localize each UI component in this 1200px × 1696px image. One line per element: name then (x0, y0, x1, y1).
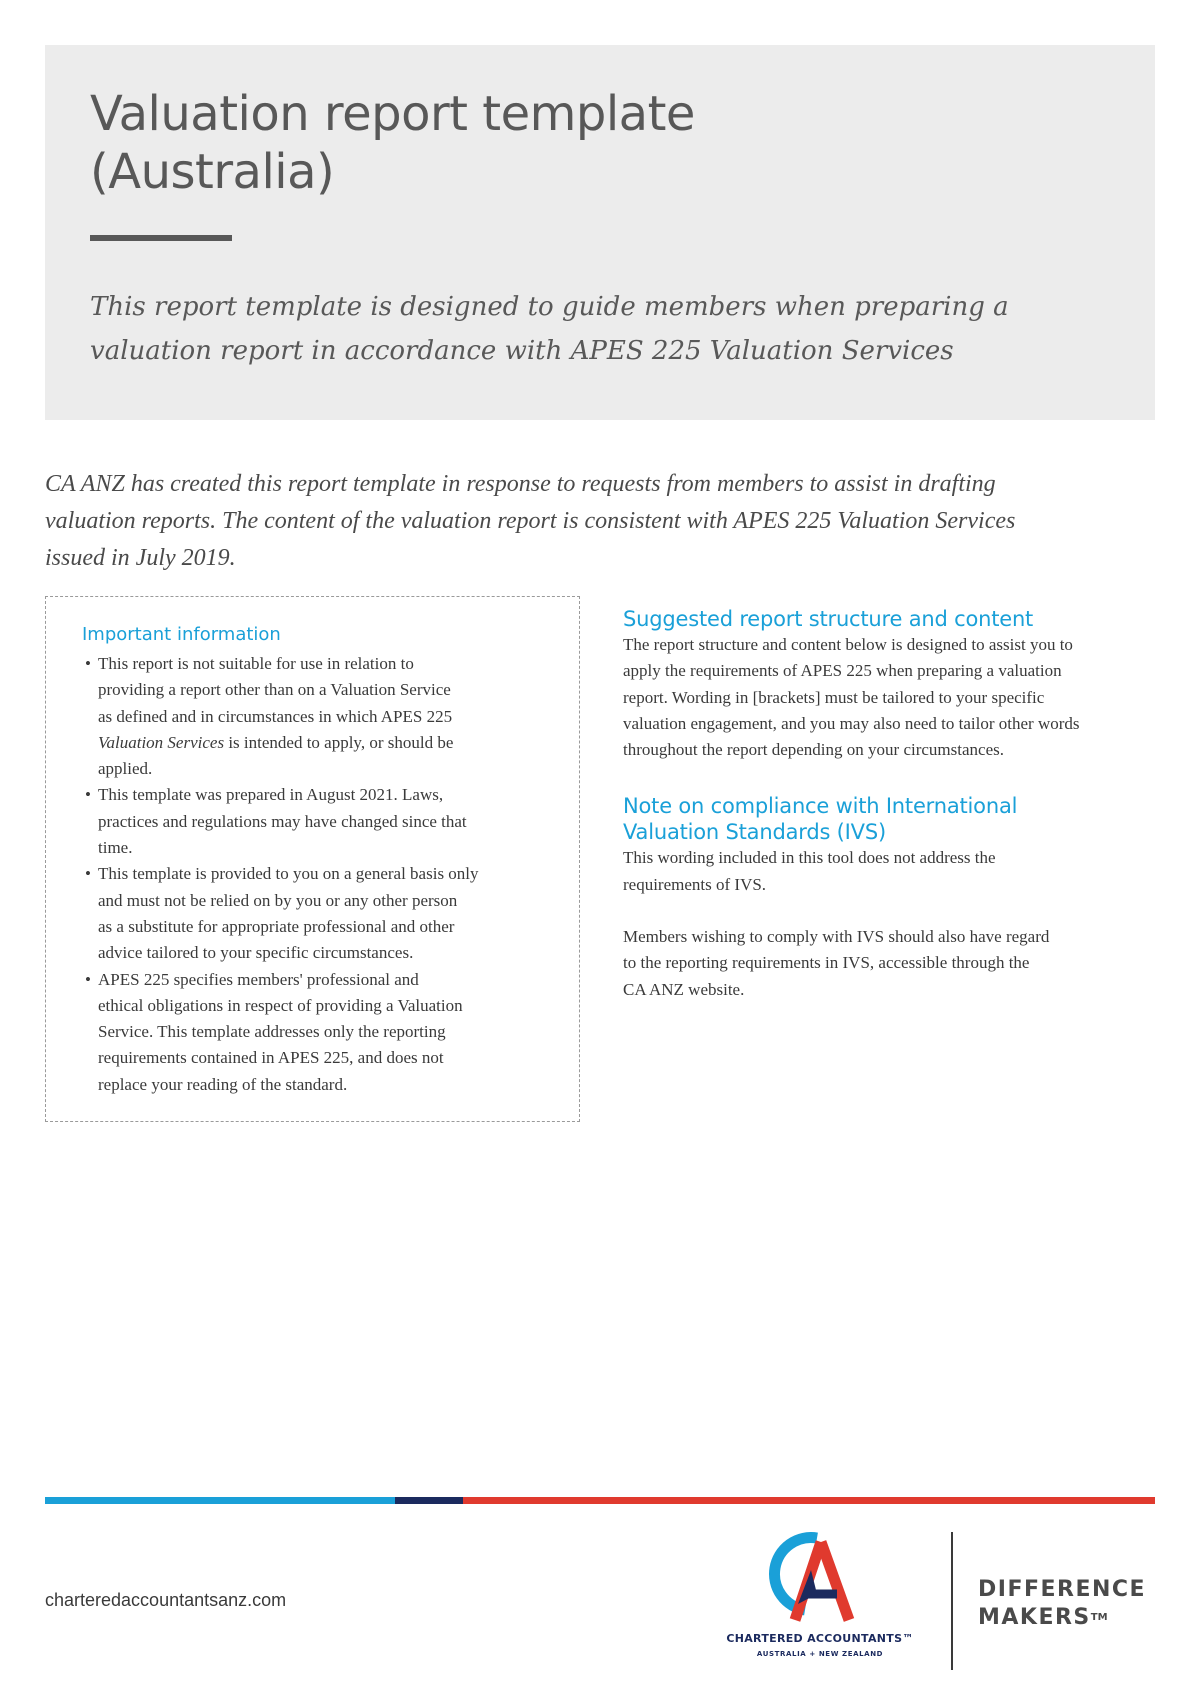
paragraph-line: to the reporting requirements in IVS, accessible through the (623, 953, 1030, 973)
list-item (82, 861, 539, 966)
ivs-paragraph-2 (623, 924, 1163, 1003)
list-item (82, 651, 539, 782)
structure-heading: Suggested report structure and content (623, 607, 1034, 631)
item-text: Service. This template addresses only the reporting (98, 1022, 446, 1042)
item-text: is intended to apply, or should be (224, 732, 454, 752)
item-text: requirements contained in APES 225, and does not (98, 1048, 444, 1068)
intro-line-1: CA ANZ has created this report template in response to requests from members to assist in drafting (45, 471, 996, 497)
important-information-list (82, 651, 539, 1098)
item-text: APES 225 specifies members' professional and (98, 969, 419, 989)
item-text: providing a report other than on a Valuation Service (98, 680, 451, 700)
item-text: This report is not suitable for use in relation to (98, 654, 414, 673)
important-information-box (45, 596, 580, 1122)
ca-logo-icon (765, 1532, 875, 1624)
title-line-2: (Australia) (90, 144, 335, 200)
paragraph-line: CA ANZ website. (623, 979, 745, 999)
paragraph-line: This wording included in this tool does not address the (623, 848, 996, 868)
item-text: advice tailored to your specific circumstances. (98, 943, 414, 963)
subtitle-line-1: This report template is designed to guide members when preparing a (90, 292, 1009, 322)
bullet-icon: • (85, 654, 91, 673)
logo-region: AUSTRALIA + NEW ZEALAND (756, 1650, 884, 1658)
intro-line-3: issued in July 2019. (45, 545, 236, 571)
footer-bar-navy (395, 1497, 463, 1504)
website-link[interactable]: charteredaccountantsanz.com (45, 1590, 287, 1610)
item-text: time. (98, 838, 133, 858)
paragraph-line: throughout the report depending on your circumstances. (623, 740, 1004, 760)
footer-bar-blue (45, 1497, 395, 1504)
trademark-mark: TM (1090, 1612, 1108, 1623)
item-text: applied. (98, 759, 153, 779)
paragraph-line: The report structure and content below is designed to assist you to (623, 635, 1073, 654)
page-title (90, 85, 1090, 201)
item-text: practices and regulations may have changed since that (98, 811, 467, 831)
item-text: replace your reading of the standard. (98, 1074, 348, 1094)
bullet-icon: • (85, 864, 91, 884)
ivs-paragraph-1 (623, 845, 1163, 898)
difference-makers-tagline (978, 1576, 1146, 1632)
paragraph-line: report. Wording in [brackets] must be tailored to your specific (623, 687, 1045, 707)
right-column (623, 606, 1163, 1003)
item-text: This template is provided to you on a general basis only (98, 864, 479, 884)
subtitle-line-2: valuation report in accordance with APES 225 Valuation Services (90, 336, 954, 366)
important-information-heading: Important information (82, 624, 281, 645)
paragraph-line: requirements of IVS. (623, 874, 767, 894)
structure-paragraph (623, 632, 1163, 763)
list-item (82, 967, 539, 1098)
footer-bar-red (463, 1497, 1155, 1504)
paragraph-line: apply the requirements of APES 225 when preparing a valuation (623, 661, 1062, 681)
title-line-1: Valuation report template (90, 86, 695, 142)
tagline-line-2: MAKERS (978, 1605, 1091, 1630)
bullet-icon: • (85, 969, 91, 989)
item-text: This template was prepared in August 2021. Laws, (98, 785, 444, 805)
item-emphasis: Valuation Services (98, 732, 225, 752)
tagline-line-1: DIFFERENCE (978, 1577, 1147, 1602)
item-text: ethical obligations in respect of providing a Valuation (98, 995, 463, 1015)
bullet-icon: • (85, 785, 91, 805)
paragraph-line: valuation engagement, and you may also need to tailor other words (623, 713, 1080, 733)
heading-line: Note on compliance with International (623, 794, 1018, 819)
paragraph-line: Members wishing to comply with IVS should also have regard (623, 927, 1050, 947)
ivs-heading (623, 793, 1163, 845)
title-divider (90, 235, 232, 241)
logo-wordmark: CHARTERED ACCOUNTANTS™ (726, 1632, 914, 1645)
item-text: as defined and in circumstances in which APES 225 (98, 706, 453, 726)
page-subtitle (90, 285, 1090, 373)
logo-a-right-leg (821, 1542, 849, 1620)
item-text: as a substitute for appropriate professional and other (98, 916, 455, 936)
item-text: and must not be relied on by you or any other person (98, 890, 458, 910)
heading-line: Valuation Standards (IVS) (623, 820, 886, 845)
intro-paragraph (45, 466, 1145, 577)
list-item (82, 782, 539, 861)
logo-divider (951, 1532, 953, 1670)
intro-line-2: valuation reports. The content of the valuation report is consistent with APES 225 Valuation Services (45, 508, 1016, 534)
hero-banner (45, 45, 1155, 420)
